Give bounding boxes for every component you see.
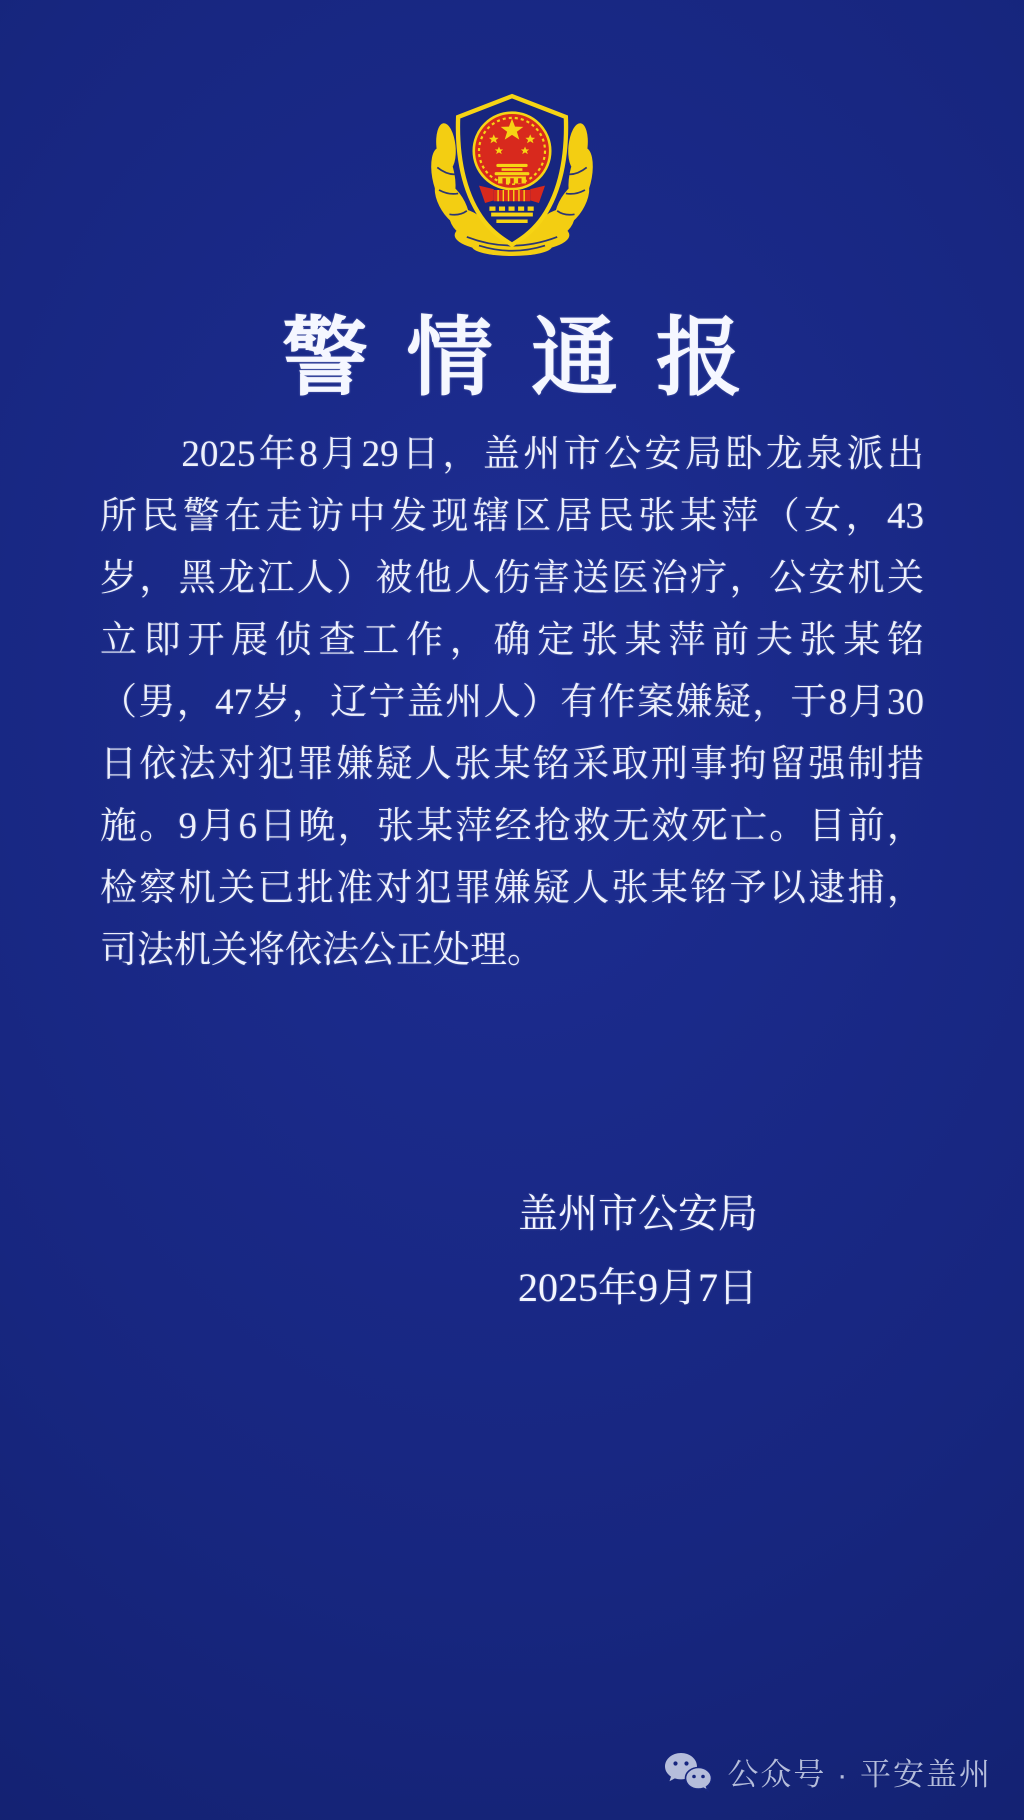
body-line: 岁，黑龙江人）被他人伤害送医治疗，公安机关 bbox=[100, 558, 924, 599]
watermark-label: 公众号 · 平安盖州 bbox=[727, 1757, 992, 1792]
wechat-watermark bbox=[663, 1749, 992, 1794]
body-line: 检察机关已批准对犯罪嫌疑人张某铭予以逮捕， bbox=[100, 868, 924, 909]
police-badge-emblem bbox=[424, 84, 600, 256]
body-line: 所民警在走访中发现辖区居民张某萍（女，43 bbox=[100, 496, 924, 537]
body-line: 2025年8月29日，盖州市公安局卧龙泉派出 bbox=[181, 434, 924, 475]
signature-date: 2025年9月7日 bbox=[518, 1265, 758, 1310]
signature-block bbox=[0, 1192, 1024, 1310]
body-line: 日依法对犯罪嫌疑人张某铭采取刑事拘留强制措 bbox=[100, 744, 924, 785]
body-line: （男，47岁，辽宁盖州人）有作案嫌疑，于8月30 bbox=[100, 682, 924, 723]
body-line: 司法机关将依法公正处理。 bbox=[100, 930, 544, 971]
notice-title: 警情通报 bbox=[281, 310, 781, 406]
notice-body bbox=[100, 424, 924, 982]
body-line: 立即开展侦查工作，确定张某萍前夫张某铭 bbox=[100, 620, 924, 661]
wechat-icon bbox=[663, 1751, 713, 1793]
body-line: 施。9月6日晚，张某萍经抢救无效死亡。目前， bbox=[100, 806, 924, 847]
signature-org: 盖州市公安局 bbox=[518, 1191, 758, 1236]
police-badge-icon bbox=[424, 84, 600, 256]
